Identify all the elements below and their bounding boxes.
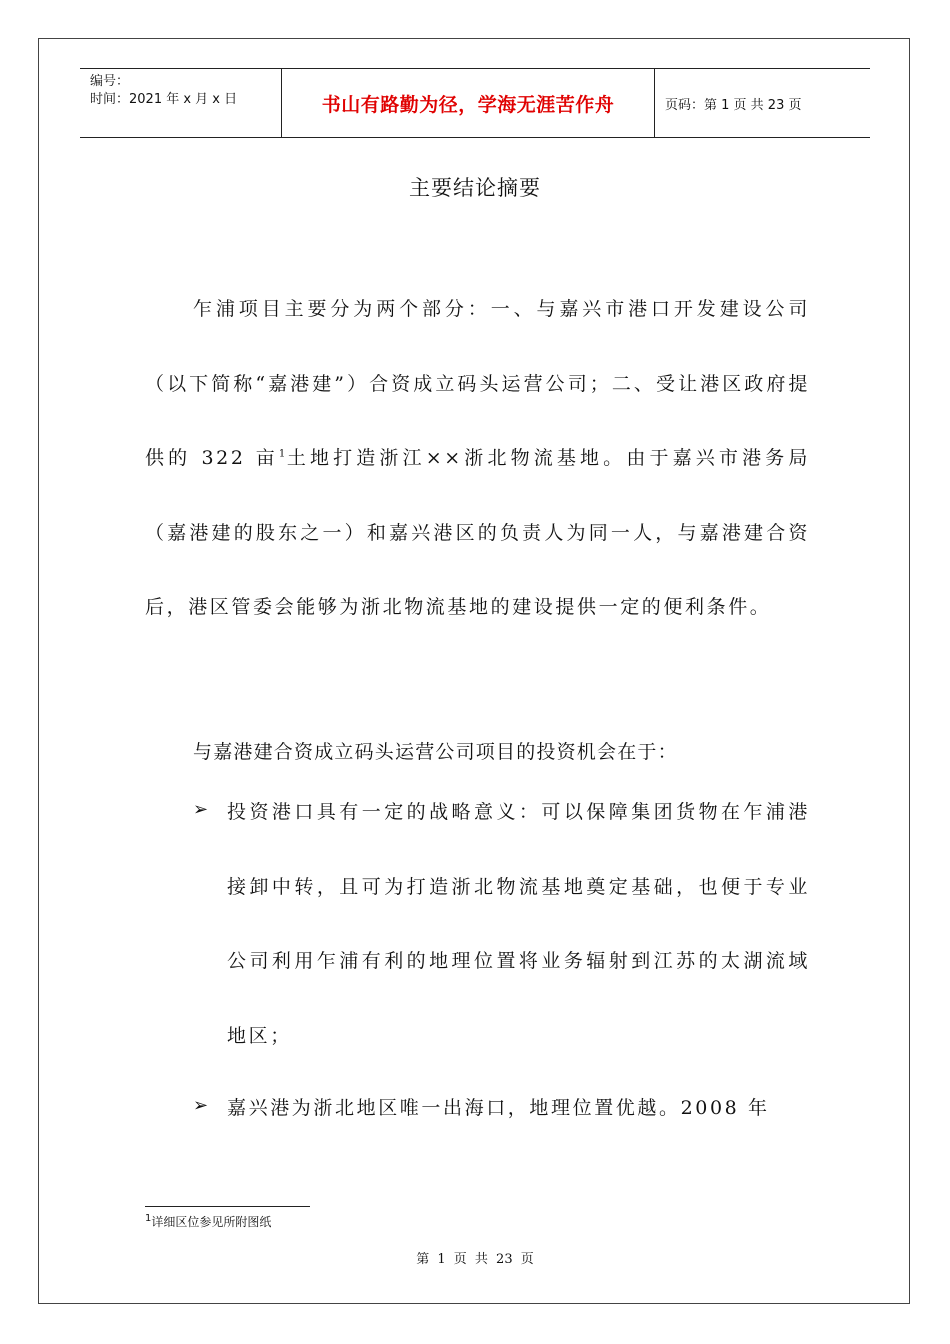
document-title: 主要结论摘要 (409, 176, 541, 200)
footnote-text: 详细区位参见所附图纸 (151, 1215, 272, 1229)
document-header (80, 68, 870, 138)
arrow-bullet-icon: ➢ (193, 799, 209, 820)
footnote (145, 1213, 271, 1230)
footnote-ref: 1 (278, 448, 286, 460)
arrow-bullet-icon: ➢ (193, 1095, 209, 1116)
bullet-item (193, 1071, 810, 1146)
header-page-info: 页码：第 1 页 共 23 页 (665, 97, 802, 113)
header-motto: 书山有路勤为径，学海无涯苦作舟 (282, 69, 655, 137)
paragraph-2: 与嘉港建合资成立码头运营公司项目的投资机会在于： (193, 741, 678, 763)
header-meta (80, 69, 282, 137)
paragraph-1 (145, 272, 810, 645)
paragraph-1-text-a: 乍浦项目主要分为两个部分：一、与嘉兴市港口开发建设公司（以下简称“嘉港建”）合资成立码头运营公司；二、受让港区政府提供的 322 亩 (145, 298, 810, 469)
paragraph-1-text-b: 土地打造浙江××浙北物流基地。由于嘉兴市港务局（嘉港建的股东之一）和嘉兴港区的负责人为同一人，与嘉港建合资后，港区管委会能够为浙北物流基地的建设提供一定的便利条件。 (145, 447, 810, 618)
bullet-item (193, 775, 810, 1073)
date-label: 时间：2021 年 x 月 x 日 (90, 92, 238, 107)
bullet-text: 嘉兴港为浙北地区唯一出海口，地理位置优越。2008 年 (227, 1097, 770, 1119)
footnote-marker: 1 (145, 1213, 152, 1224)
page-number: 第 1 页 共 23 页 (416, 1252, 534, 1267)
bullet-text: 投资港口具有一定的战略意义：可以保障集团货物在乍浦港接卸中转，且可为打造浙北物流基地奠定基础，也便于专业公司利用乍浦有利的地理位置将业务辐射到江苏的太湖流域地区； (227, 801, 810, 1047)
number-label: 编号： (90, 74, 130, 89)
footnote-divider (145, 1206, 310, 1207)
